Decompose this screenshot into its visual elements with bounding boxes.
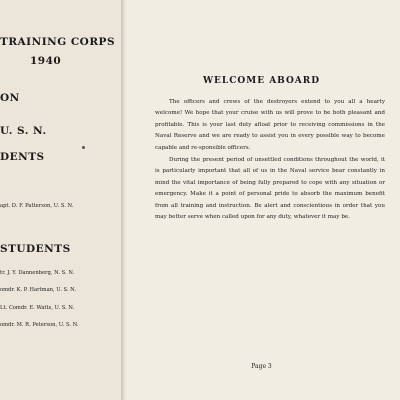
left-page [0, 0, 123, 400]
ink-mark [82, 146, 85, 149]
left-heading-year: 1940 [30, 55, 62, 67]
left-heading-students: STUDENTS [0, 243, 71, 255]
page-fold [121, 0, 127, 400]
left-heading-dents: DENTS [0, 151, 45, 163]
student-entry: omdr. K. P. Hartman, U. S. N. [0, 287, 77, 293]
left-heading-usn: U. S. N. [0, 125, 47, 137]
student-entry: tr. J. Y. Dannenberg, N. S. N. [0, 270, 75, 276]
left-heading-training-corps: TRAINING CORPS [0, 36, 116, 48]
page-title: WELCOME ABOARD [202, 76, 321, 86]
page-number: Page 3 [251, 363, 272, 370]
student-entry: omdr. M. R. Peterson, U. S. N. [0, 322, 79, 328]
left-heading-on: ON [0, 92, 20, 104]
welcome-paragraph-2: During the present period of unsettled conditions throughout the world, it is particularly important that all of us in the Naval service bear constantly in mind the vital importance of being fully prepared to cope with any situation or emergency. Make it a point of personal pride to absorb the maximum benefit from all training and instruction. Be alert and conscientious in order that you may better serve when called upon for any duty, whatever it may be. [155, 157, 385, 221]
welcome-paragraph-1: The officers and crews of the destroyers extend to you all a hearty welcome! We hope that your cruise with us will prove to be both pleasant and profitable. This is your last duty afloat prior to receiving commissions in the Naval Reserve and we are ready to assist you in every possible way to become capable and re-sponsible officers. [155, 99, 385, 151]
left-line-patterson: apt. D. F. Patterson, U. S. N. [0, 203, 74, 209]
student-entry: Lt. Comdr. E. Watts, U. S. N. [0, 305, 75, 311]
right-page [123, 0, 400, 400]
